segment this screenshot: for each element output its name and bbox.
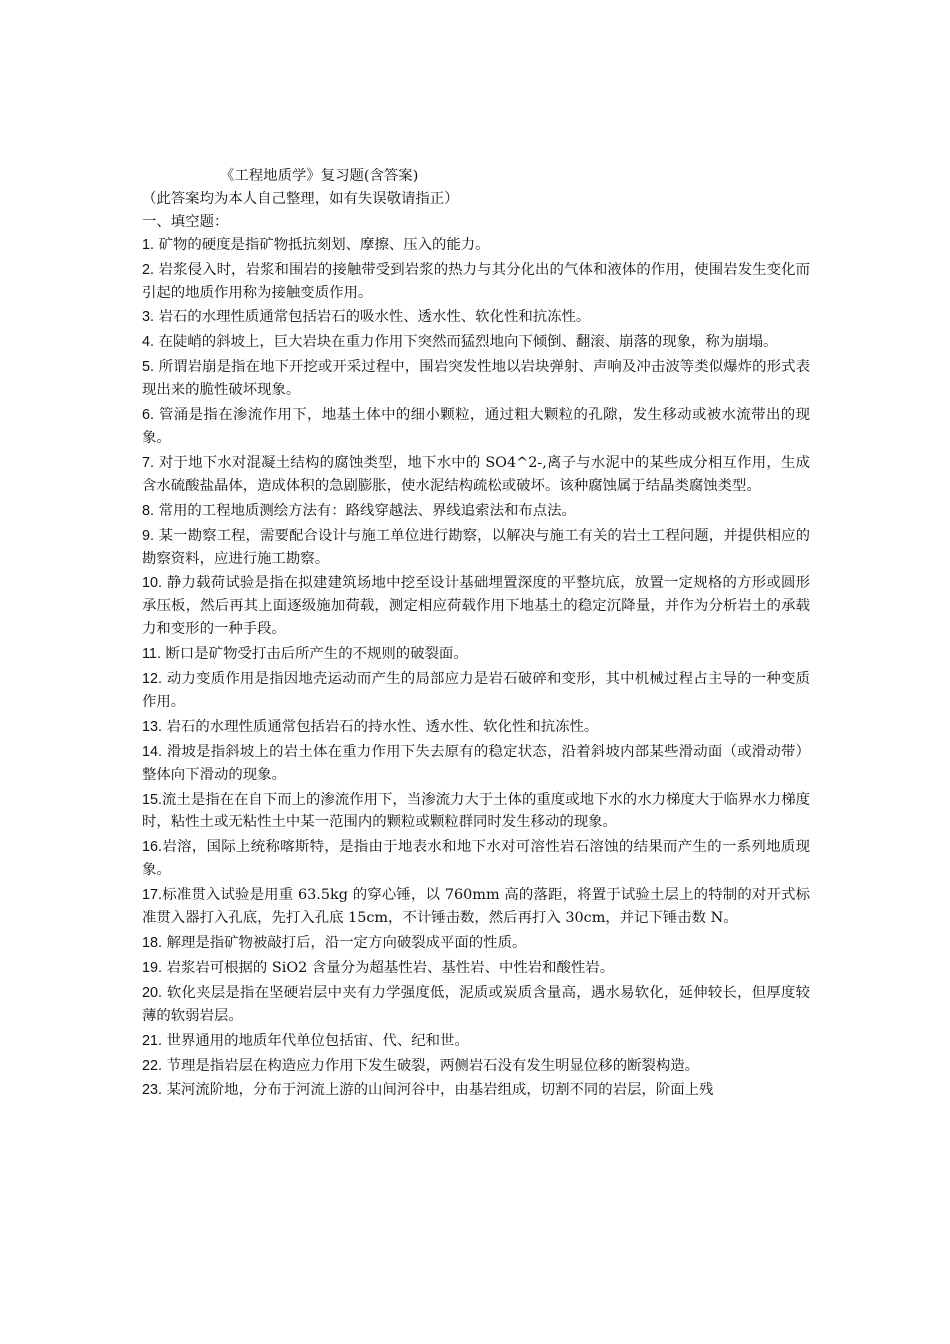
list-item [142,932,810,955]
item-text: 岩石的水理性质通常包括岩石的吸水性、透水性、软化性和抗冻性。 [154,309,591,326]
list-item [142,1030,810,1053]
list-item [142,1055,810,1078]
list-item [142,259,810,305]
list-item [142,982,810,1028]
item-number: 6. [142,407,155,424]
item-text: 软化夹层是指在坚硬岩层中夹有力学强度低，泥质或炭质含量高，遇水易软化，延伸较长，但厚度较薄的软弱岩层。 [142,984,810,1024]
list-item [142,741,810,787]
item-text: 滑坡是指斜坡上的岩土体在重力作用下失去原有的稳定状态，沿着斜坡内部某些滑动面（或滑动带）整体向下滑动的现象。 [142,743,810,783]
item-text: 矿物的硬度是指矿物抵抗刻划、摩擦、压入的能力。 [154,236,490,253]
item-number: 21. [142,1032,163,1049]
item-text: 常用的工程地质测绘方法有：路线穿越法、界线追索法和布点法。 [154,502,576,519]
question-list [142,234,810,1103]
item-number: 17. [142,887,163,904]
item-text: 管涌是指在渗流作用下，地基土体中的细小颗粒，通过粗大颗粒的孔隙，发生移动或被水流带出的现象。 [142,407,810,446]
item-number: 2. [142,261,155,278]
item-number: 3. [142,309,155,326]
item-text: 节理是指岩层在构造应力作用下发生破裂，两侧岩石没有发生明显位移的断裂构造。 [162,1057,700,1074]
list-item [142,1079,810,1102]
item-text: 岩石的水理性质通常包括岩石的持水性、透水性、软化性和抗冻性。 [162,718,599,735]
list-item [142,306,810,329]
item-number: 11. [142,646,161,663]
item-text: 静力载荷试验是指在拟建建筑场地中挖至设计基础埋置深度的平整坑底，放置一定规格的方形或圆形承压板，然后再其上面逐级施加荷载，测定相应荷载作用下地基土的稳定沉降量，并作为分析岩土的承载力和变形的一种手段。 [142,575,810,638]
list-item [142,836,810,882]
item-number: 14. [142,743,163,760]
list-item [142,668,810,714]
item-text: 岩溶，国际上统称喀斯特，是指由于地表水和地下水对可溶性岩石溶蚀的结果而产生的一系列地质现象。 [142,839,810,879]
item-number: 8. [142,502,155,519]
item-number: 7. [142,454,155,471]
item-number: 20. [142,984,163,1001]
item-text: 标准贯入试验是用重 63.5kg 的穿心锤，以 760mm 高的落距，将置于试验土层上的特制的对开式标准贯入器打入孔底，先打入孔底 15cm，不计锤击数，然后再打入 30cm，并记下锤击数 N。 [142,887,810,927]
item-number: 4. [142,334,155,351]
item-number: 9. [142,527,155,544]
list-item [142,884,810,930]
item-text: 某一勘察工程，需要配合设计与施工单位进行勘察，以解决与施工有关的岩土工程问题，并提供相应的勘察资料，应进行施工勘察。 [142,527,810,567]
item-text: 岩浆侵入时，岩浆和围岩的接触带受到岩浆的热力与其分化出的气体和液体的作用，使围岩发生变化而引起的地质作用称为接触变质作用。 [142,261,810,301]
list-item [142,643,810,666]
item-text: 解理是指矿物被敲打后，沿一定方向破裂成平面的性质。 [162,935,527,951]
item-number: 22. [142,1057,163,1074]
item-number: 13. [142,718,163,735]
document-page [142,165,810,1102]
list-item [142,234,810,257]
item-number: 19. [142,959,163,976]
document-title: 《工程地质学》复习题(含答案) [220,168,419,184]
item-number: 23. [142,1082,163,1099]
list-item [142,452,810,498]
item-number: 1. [142,236,155,253]
item-number: 5. [142,359,155,376]
item-number: 18. [142,935,163,951]
list-item [142,356,810,402]
item-text: 所谓岩崩是指在地下开挖或开采过程中，围岩突发性地以岩块弹射、声响及冲击波等类似爆炸的形式表现出来的脆性破坏现象。 [142,359,810,399]
item-number: 10. [142,575,163,592]
section-heading: 一、填空题： [142,213,229,230]
list-item [142,957,810,980]
item-text: 某河流阶地，分布于河流上游的山间河谷中，由基岩组成，切割不同的岩层，阶面上残 [162,1082,714,1099]
list-item [142,716,810,739]
item-text: 对于地下水对混凝土结构的腐蚀类型，地下水中的 SO4^2-,离子与水泥中的某些成分相互作用，生成含水硫酸盐晶体，造成体积的急剧膨胀，使水泥结构疏松或破坏。该种腐蚀属于结晶类腐蚀类型。 [142,454,810,494]
list-item [142,789,810,835]
item-text: 世界通用的地质年代单位包括宙、代、纪和世。 [162,1032,469,1049]
list-item [142,572,810,641]
item-number: 16. [142,839,163,856]
item-text: 流土是指在在自下而上的渗流作用下，当渗流力大于土体的重度或地下水的水力梯度大于临界水力梯度时，粘性土或无粘性土中某一范围内的颗粒或颗粒群同时发生移动的现象。 [142,791,810,831]
list-item [142,404,810,450]
item-number: 12. [142,671,163,688]
item-text: 断口是矿物受打击后所产生的不规则的破裂面。 [160,646,468,663]
item-text: 在陡峭的斜坡上，巨大岩块在重力作用下突然而猛烈地向下倾倒、翻滚、崩落的现象，称为崩塌。 [154,334,778,351]
document-note: （此答案均为本人自己整理，如有失误敬请指正） [142,190,459,207]
item-text: 岩浆岩可根据的 SiO2 含量分为超基性岩、基性岩、中性岩和酸性岩。 [162,959,615,976]
list-item [142,525,810,571]
item-number: 15. [142,791,163,808]
item-text: 动力变质作用是指因地壳运动而产生的局部应力是岩石破碎和变形，其中机械过程占主导的一种变质作用。 [142,671,810,710]
list-item [142,331,810,354]
list-item [142,500,810,523]
